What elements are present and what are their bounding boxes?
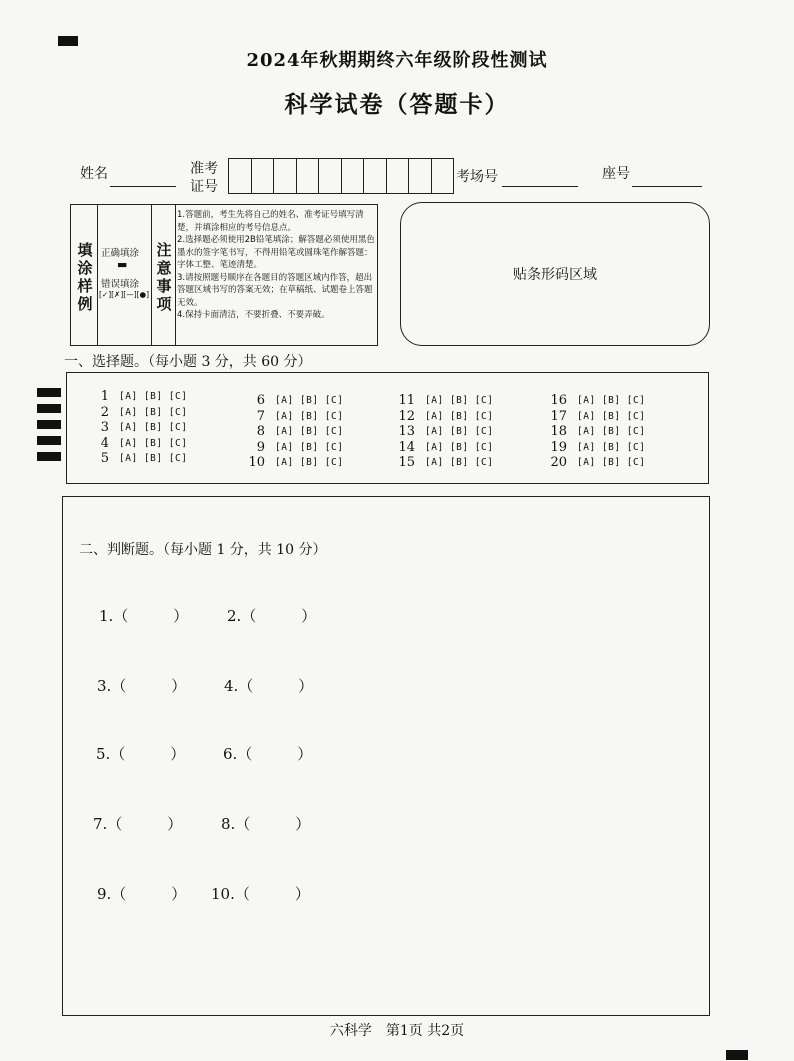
note-item: 2.选择题必须使用2B铅笔填涂；解答题必须使用黑色墨水的签字笔书写，不得用铅笔或圆珠笔作解答题：字体工整、笔迹清楚。 xyxy=(177,235,375,270)
barcode-label: 贴条形码区域 xyxy=(513,267,597,283)
mc-question-row[interactable] xyxy=(239,440,343,456)
mc-answer-bubbles[interactable]: [A] [B] [C] xyxy=(577,410,646,422)
note-item: 1.答题前，考生先将自己的姓名、准考证号填写清楚，并填涂相应的考号信息点。 xyxy=(177,210,364,233)
mc-answer-bubbles[interactable]: [A] [B] [C] xyxy=(577,426,646,438)
id-label-line1: 准考 xyxy=(190,161,218,177)
id-digit-cell[interactable] xyxy=(252,159,275,193)
tf-answer-9[interactable]: 9.（ ） xyxy=(97,885,187,903)
mc-question-number: 7 xyxy=(256,408,265,424)
id-label-line2: 证号 xyxy=(190,179,218,195)
tf-answer-3[interactable]: 3.（ ） xyxy=(97,677,187,695)
name-field[interactable] xyxy=(110,186,176,187)
id-digit-cell[interactable] xyxy=(432,159,454,193)
mc-question-row[interactable] xyxy=(239,393,343,409)
mc-answer-bubbles[interactable]: [A] [B] [C] xyxy=(275,395,344,407)
mc-question-number: 8 xyxy=(256,424,265,440)
tf-answer-2[interactable]: 2.（ ） xyxy=(227,607,317,625)
page-footer: 六科学 第1页 共2页 xyxy=(329,1023,465,1039)
mc-question-row[interactable] xyxy=(541,393,645,409)
true-false-box xyxy=(62,496,710,1016)
room-field[interactable] xyxy=(502,186,578,187)
mc-column-3 xyxy=(389,393,493,471)
name-label: 姓名 xyxy=(80,166,108,182)
mc-question-row[interactable] xyxy=(83,420,187,436)
id-digit-cell[interactable] xyxy=(319,159,342,193)
fill-instructions-box xyxy=(70,204,378,346)
id-digit-cell[interactable] xyxy=(364,159,387,193)
mc-question-number: 12 xyxy=(398,408,415,424)
seat-label: 座号 xyxy=(602,166,630,182)
mc-answer-bubbles[interactable]: [A] [B] [C] xyxy=(275,457,344,469)
mc-question-number: 11 xyxy=(398,393,415,409)
mc-question-row[interactable] xyxy=(83,405,187,421)
mc-question-number: 9 xyxy=(256,439,265,455)
position-mark-left-5 xyxy=(37,452,61,461)
seat-field[interactable] xyxy=(632,186,702,187)
notes-heading: 注 意 事 项 xyxy=(156,241,172,313)
barcode-area xyxy=(400,202,710,346)
note-item: 4.保持卡面清洁，不要折叠、不要弄破。 xyxy=(177,310,330,320)
mc-question-row[interactable] xyxy=(541,440,645,456)
tf-answer-4[interactable]: 4.（ ） xyxy=(224,677,314,695)
id-digit-cell[interactable] xyxy=(229,159,252,193)
fill-example-heading: 填 涂 样 例 xyxy=(77,241,93,313)
position-mark-left-4 xyxy=(37,436,61,445)
mc-question-number: 5 xyxy=(100,451,109,467)
mc-answer-bubbles[interactable]: [A] [B] [C] xyxy=(119,422,188,434)
mc-question-number: 1 xyxy=(100,389,109,405)
room-label: 考场号 xyxy=(456,169,498,185)
mc-question-row[interactable] xyxy=(239,409,343,425)
tf-answer-10[interactable]: 10.（ ） xyxy=(211,885,310,903)
id-digit-cell[interactable] xyxy=(274,159,297,193)
id-digit-cell[interactable] xyxy=(387,159,410,193)
id-digit-cell[interactable] xyxy=(409,159,432,193)
mc-question-number: 15 xyxy=(398,455,415,471)
mc-question-row[interactable] xyxy=(389,409,493,425)
mc-answer-bubbles[interactable]: [A] [B] [C] xyxy=(577,457,646,469)
mc-question-number: 10 xyxy=(248,455,265,471)
mc-question-row[interactable] xyxy=(541,424,645,440)
mc-question-number: 14 xyxy=(398,439,415,455)
mc-answer-bubbles[interactable]: [A] [B] [C] xyxy=(119,406,188,418)
mc-answer-bubbles[interactable]: [A] [B] [C] xyxy=(275,410,344,422)
mc-question-number: 3 xyxy=(100,420,109,436)
position-mark-top-left xyxy=(58,36,78,46)
mc-question-number: 13 xyxy=(398,424,415,440)
exam-title: 2024年秋期期终六年级阶段性测试 xyxy=(246,50,548,71)
exam-subtitle: 科学试卷（答题卡） xyxy=(284,91,510,118)
mc-column-4 xyxy=(541,393,645,471)
id-digit-cell[interactable] xyxy=(297,159,320,193)
mc-question-row[interactable] xyxy=(541,455,645,471)
tf-answer-8[interactable]: 8.（ ） xyxy=(221,815,311,833)
tf-answer-5[interactable]: 5.（ ） xyxy=(96,745,186,763)
section2-title: 二、判断题。（每小题 1 分，共 10 分） xyxy=(79,542,327,558)
note-item: 3.请按照题号顺序在各题目的答题区域内作答，超出答题区域书写的答案无效；在草稿纸、试题卷上答题无效。 xyxy=(177,272,373,308)
tf-answer-6[interactable]: 6.（ ） xyxy=(223,745,313,763)
mc-question-row[interactable] xyxy=(389,440,493,456)
mc-question-row[interactable] xyxy=(239,455,343,471)
mc-question-row[interactable] xyxy=(83,451,187,467)
correct-fill-mark: ▬ xyxy=(117,258,128,271)
correct-fill-label: 正确填涂 xyxy=(101,248,140,259)
exam-id-boxes[interactable] xyxy=(228,158,454,194)
mc-answer-bubbles[interactable]: [A] [B] [C] xyxy=(577,441,646,453)
position-mark-bottom-right xyxy=(726,1050,748,1060)
mc-question-row[interactable] xyxy=(389,424,493,440)
mc-answer-bubbles[interactable]: [A] [B] [C] xyxy=(577,395,646,407)
position-mark-left-1 xyxy=(37,388,61,397)
mc-question-number: 2 xyxy=(100,404,109,420)
mc-question-row[interactable] xyxy=(239,424,343,440)
mc-question-number: 16 xyxy=(550,393,567,409)
wrong-fill-label: 错误填涂 xyxy=(101,279,140,290)
tf-answer-7[interactable]: 7.（ ） xyxy=(93,815,183,833)
mc-answer-bubbles[interactable]: [A] [B] [C] xyxy=(425,457,494,469)
mc-question-number: 20 xyxy=(550,455,567,471)
position-mark-left-3 xyxy=(37,420,61,429)
position-mark-left-2 xyxy=(37,404,61,413)
mc-question-number: 19 xyxy=(550,439,567,455)
notes-list xyxy=(177,209,375,322)
mc-answer-bubbles[interactable]: [A] [B] [C] xyxy=(425,410,494,422)
mc-answer-bubbles[interactable]: [A] [B] [C] xyxy=(425,441,494,453)
mc-answer-bubbles[interactable]: [A] [B] [C] xyxy=(119,391,188,403)
mc-question-row[interactable] xyxy=(389,455,493,471)
mc-question-number: 6 xyxy=(256,393,265,409)
mc-column-2 xyxy=(239,393,343,471)
mc-question-number: 4 xyxy=(100,435,109,451)
mc-answer-bubbles[interactable]: [A] [B] [C] xyxy=(425,395,494,407)
mc-question-row[interactable] xyxy=(83,389,187,405)
mc-question-row[interactable] xyxy=(541,409,645,425)
wrong-fill-marks: [✓][✗][—][●] xyxy=(99,290,150,299)
mc-answer-bubbles[interactable]: [A] [B] [C] xyxy=(275,426,344,438)
id-digit-cell[interactable] xyxy=(342,159,365,193)
mc-question-row[interactable] xyxy=(83,436,187,452)
mc-answer-bubbles[interactable]: [A] [B] [C] xyxy=(425,426,494,438)
mc-question-number: 17 xyxy=(550,408,567,424)
mc-question-row[interactable] xyxy=(389,393,493,409)
mc-answer-bubbles[interactable]: [A] [B] [C] xyxy=(275,441,344,453)
mc-column-1 xyxy=(83,389,187,467)
mc-question-number: 18 xyxy=(550,424,567,440)
tf-answer-1[interactable]: 1.（ ） xyxy=(99,607,189,625)
multiple-choice-box xyxy=(66,372,709,484)
mc-answer-bubbles[interactable]: [A] [B] [C] xyxy=(119,453,188,465)
section1-title: 一、选择题。（每小题 3 分，共 60 分） xyxy=(64,354,312,370)
mc-answer-bubbles[interactable]: [A] [B] [C] xyxy=(119,437,188,449)
